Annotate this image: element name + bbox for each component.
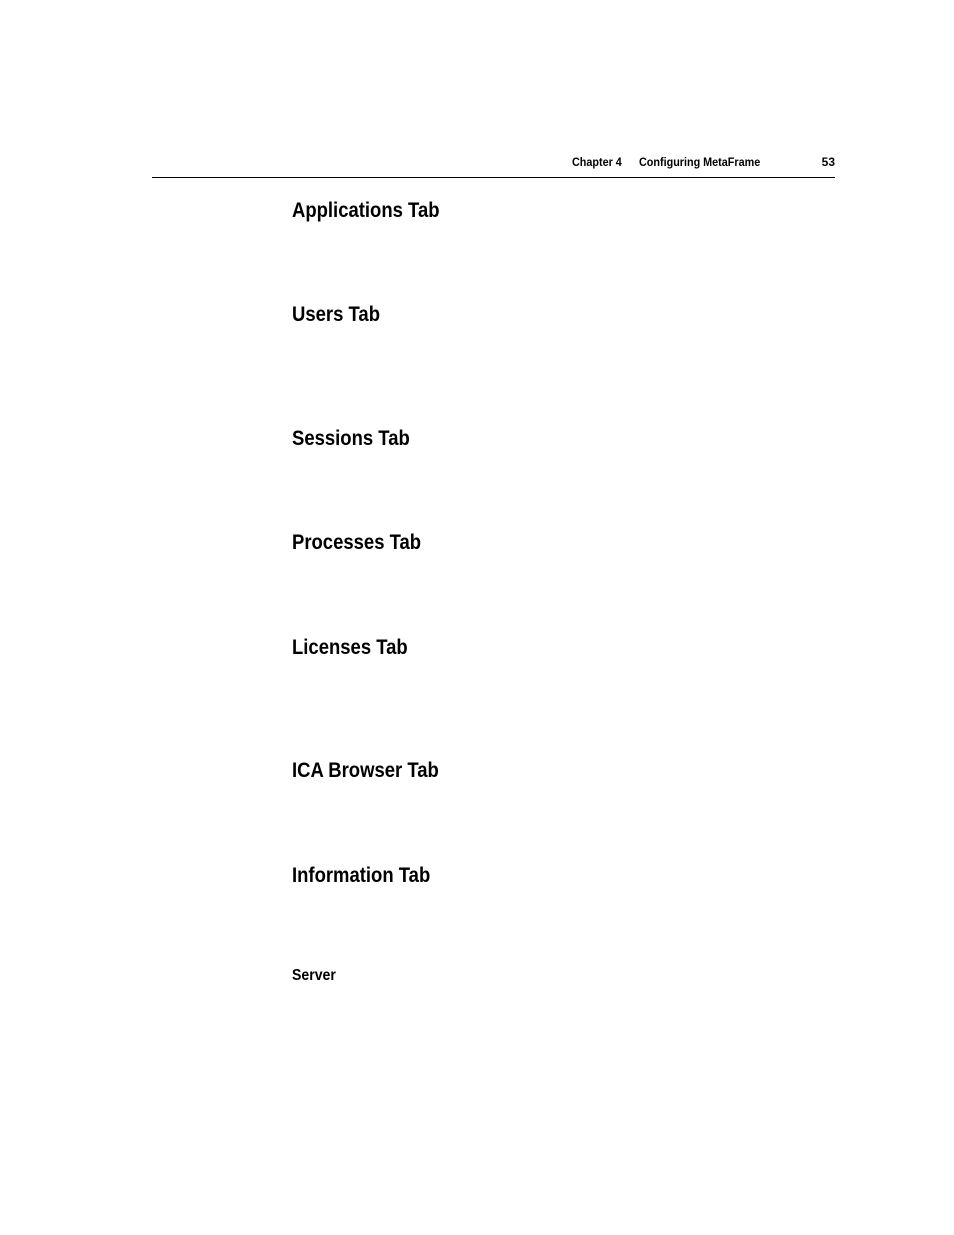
heading-information-tab: Information Tab [292, 864, 431, 887]
heading-processes-tab: Processes Tab [292, 531, 422, 554]
heading-ica-browser-tab: ICA Browser Tab [292, 759, 439, 782]
heading-users-tab: Users Tab [292, 303, 380, 326]
heading-applications-tab: Applications Tab [292, 199, 440, 222]
heading-licenses-tab: Licenses Tab [292, 636, 408, 659]
header-chapter-title: Configuring MetaFrame [639, 155, 761, 169]
subheading-server: Server [292, 967, 336, 984]
running-header [152, 154, 835, 178]
header-chapter: Chapter 4 [572, 155, 622, 169]
heading-sessions-tab: Sessions Tab [292, 427, 410, 450]
page-number: 53 [821, 155, 835, 169]
